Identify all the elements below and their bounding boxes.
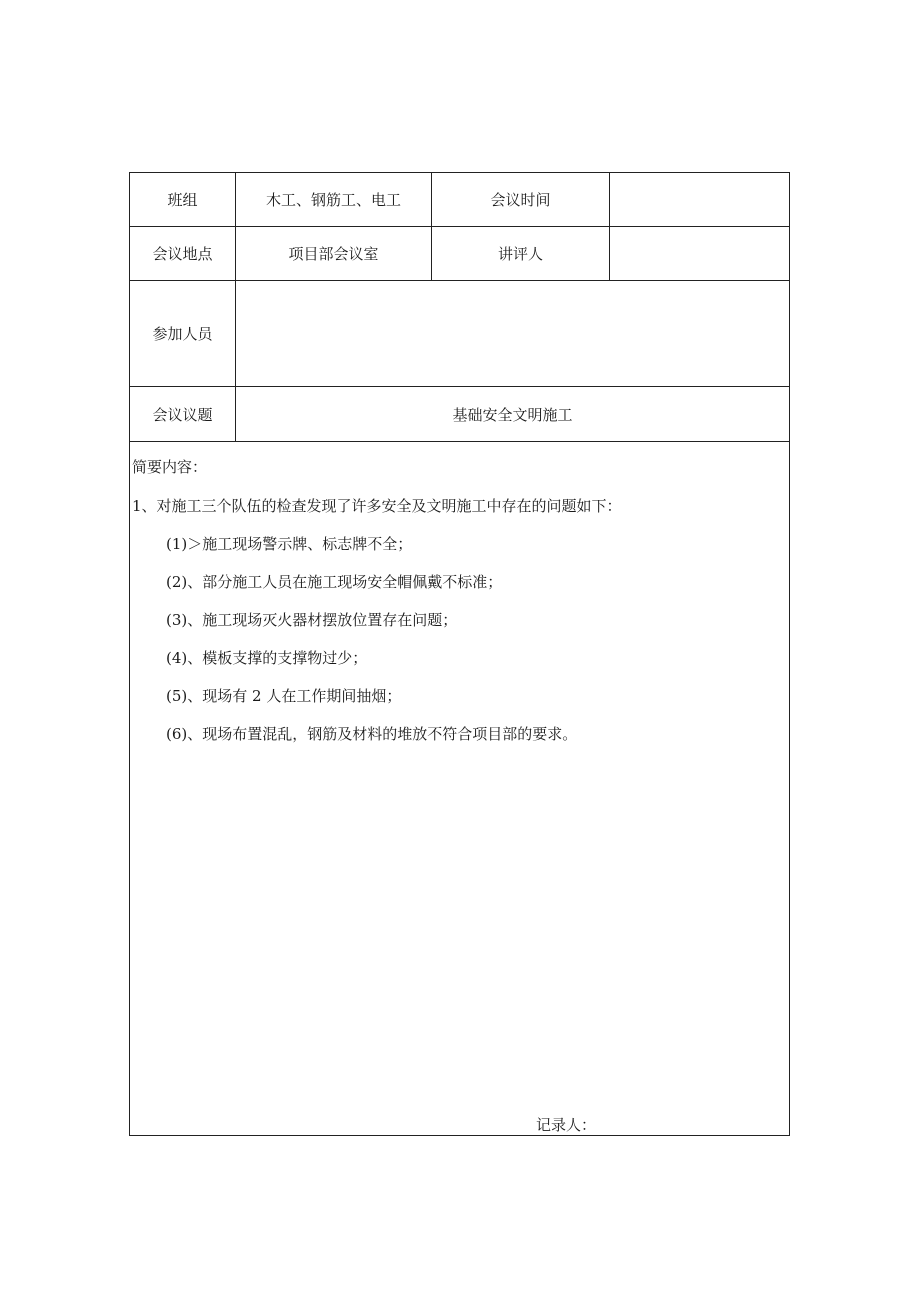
topic-value: 基础安全文明施工 bbox=[236, 387, 790, 442]
list-item: (3)、施工现场灭火器材摆放位置存在问题； bbox=[166, 611, 458, 629]
row-attendees bbox=[130, 281, 790, 387]
list-item: (1)＞施工现场警示牌、标志牌不全； bbox=[166, 535, 413, 553]
row-team-time bbox=[130, 173, 790, 227]
speaker-label: 讲评人 bbox=[432, 227, 610, 281]
list-item: (5)、现场有 2 人在工作期间抽烟； bbox=[166, 687, 402, 705]
summary-label: 简要内容： bbox=[132, 458, 208, 476]
content-body bbox=[130, 442, 789, 1135]
attendees-label: 参加人员 bbox=[130, 281, 236, 387]
team-label: 班组 bbox=[130, 173, 236, 227]
row-content bbox=[130, 442, 790, 1136]
row-topic bbox=[130, 387, 790, 442]
time-label: 会议时间 bbox=[432, 173, 610, 227]
speaker-value bbox=[610, 227, 790, 281]
recorder-label: 记录人： bbox=[536, 1116, 597, 1134]
team-value: 木工、钢筋工、电工 bbox=[236, 173, 432, 227]
intro-line: 1、对施工三个队伍的检查发现了许多安全及文明施工中存在的问题如下： bbox=[132, 497, 622, 515]
list-item: (2)、部分施工人员在施工现场安全帽佩戴不标准； bbox=[166, 573, 503, 591]
content-cell bbox=[130, 442, 790, 1136]
place-value: 项目部会议室 bbox=[236, 227, 432, 281]
topic-label: 会议议题 bbox=[130, 387, 236, 442]
list-item: (6)、现场布置混乱，钢筋及材料的堆放不符合项目部的要求。 bbox=[166, 725, 578, 743]
row-place-speaker bbox=[130, 227, 790, 281]
place-label: 会议地点 bbox=[130, 227, 236, 281]
meeting-record-table bbox=[129, 172, 790, 1136]
time-value bbox=[610, 173, 790, 227]
list-item: (4)、模板支撑的支撑物过少； bbox=[166, 649, 368, 667]
attendees-value bbox=[236, 281, 790, 387]
